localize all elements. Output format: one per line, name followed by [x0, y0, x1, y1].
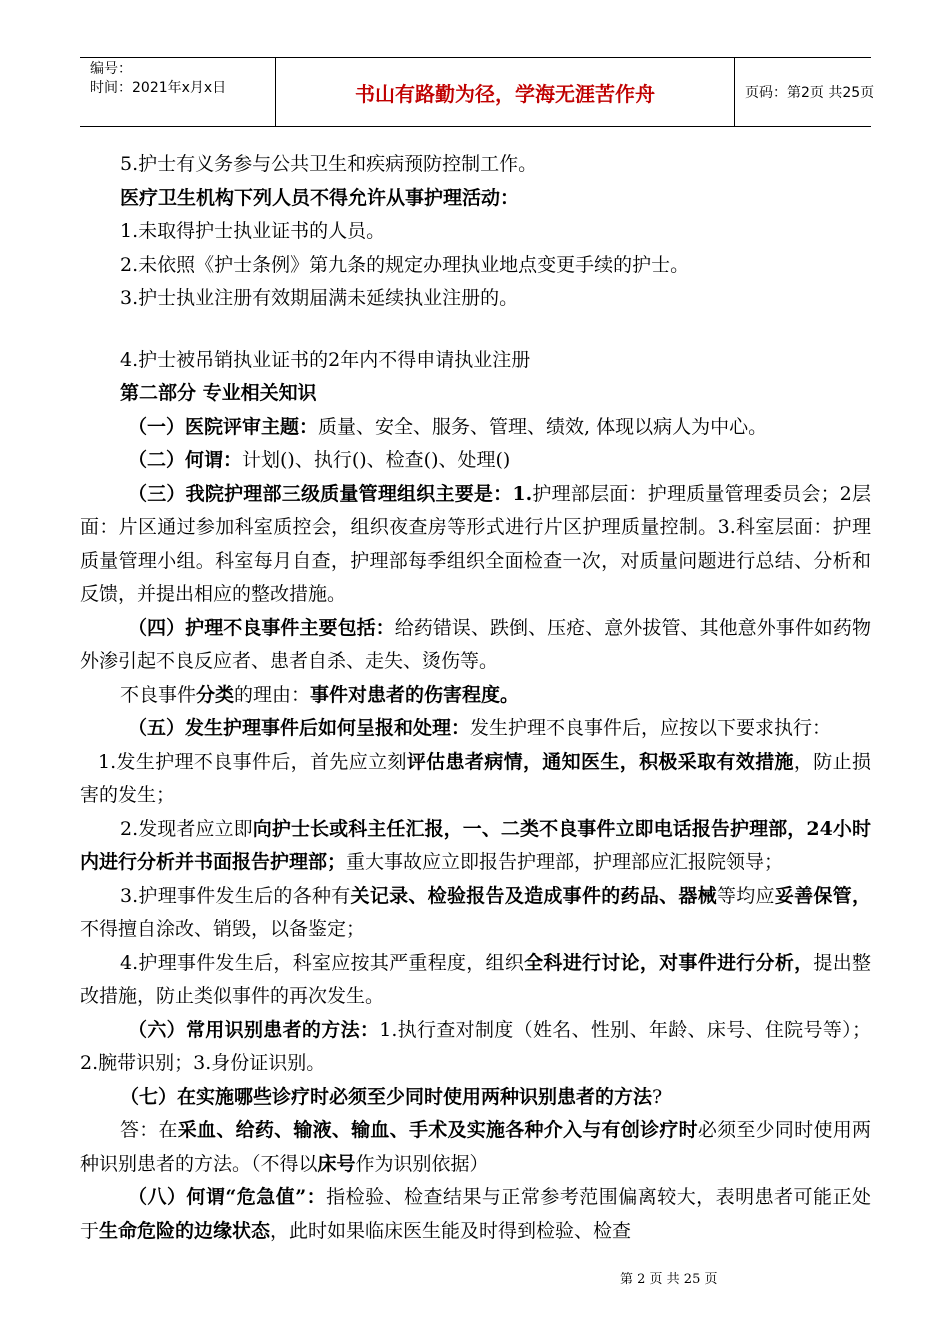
paragraph: [80, 1014, 871, 1081]
text-run: 关记录、检验报告及造成事件的药品、器械: [350, 884, 717, 907]
text-run: 4.护理事件发生后，科室应按其严重程度，组织: [120, 951, 525, 974]
paragraph: [80, 411, 871, 445]
text-run: 作为识别依据）: [355, 1152, 489, 1175]
header-page-info: 页码：第2页 共25页: [745, 85, 875, 101]
text-run: 必须至少同时使用两种识别患者的方法。（不得以: [80, 1119, 871, 1175]
section-text: 给药错误、跌倒、压疮、意外拔管、其他意外事件如药物外渗引起不良反应者、患者自杀、走失、烫伤等。: [80, 616, 871, 672]
text-run: 重大事故应立即报告护理部，护理部应汇报院领导；: [346, 851, 784, 873]
document-body: [80, 148, 871, 1248]
date-label: 时间：2021年x月x日: [90, 80, 227, 96]
header-meta: [80, 58, 275, 126]
text-run: 指检验、检查结果与正常参考范围偏离较大，表明患者可能正处于: [80, 1186, 871, 1242]
text-run: 评估患者病情，通知医生，积极采取有效措施: [406, 750, 794, 773]
list-item: [80, 813, 871, 880]
text-run: 答：在: [120, 1119, 178, 1141]
text-run: 向护士长或科主任汇报，一、二类不良事件立即电话报告护理部，24小时内进行分析并书面报告护理部；: [80, 817, 871, 873]
section-title: （七）在实施哪些诊疗时必须至少同时使用两种识别患者的方法: [120, 1085, 653, 1108]
paragraph: [80, 1181, 871, 1248]
section-title: （四）护理不良事件主要包括：: [128, 616, 395, 639]
section-text: 计划()、执行()、检查()、处理(): [242, 449, 511, 471]
text-run: 的理由：: [234, 683, 311, 706]
list-item: 4.护士被吊销执业证书的2年内不得申请执业注册: [120, 348, 531, 371]
list-item: [80, 947, 871, 1014]
section-text: 1.执行查对制度（姓名、性别、年龄、床号、住院号等）； 2.腕带识别；3.身份证识别。: [80, 1018, 871, 1074]
page-footer: 第 2 页 共 25 页: [620, 1272, 718, 1287]
section-number: 1.: [512, 482, 533, 505]
text-run: 床号: [317, 1152, 356, 1175]
text-run: ，防止损害的发生；: [80, 750, 871, 806]
list-item: [80, 880, 871, 947]
text-run: 采血、给药、输液、输血、手术及实施各种介入与有创诊疗时: [177, 1119, 698, 1141]
list-item: 3.护士执业注册有效期届满未延续执业注册的。: [120, 287, 519, 309]
paragraph: [80, 478, 871, 612]
paragraph: [80, 1081, 871, 1115]
blank-gap: [80, 316, 871, 344]
paragraph: 5.护士有义务参与公共卫生和疾病预防控制工作。: [120, 153, 538, 175]
text-run: 2.发现者应立即: [120, 817, 253, 840]
list-item: 1.未取得护士执业证书的人员。: [120, 220, 386, 242]
section-text: 发生护理不良事件后，应按以下要求执行：: [470, 717, 832, 739]
text-run: 1.发生护理不良事件后，首先应立刻: [98, 750, 407, 773]
text-run: 3.护理事件发生后的各种有: [120, 884, 351, 907]
paragraph: [80, 612, 871, 679]
paragraph: [80, 444, 871, 478]
list-item: 2.未依照《护士条例》第九条的规定办理执业地点变更手续的护士。: [120, 253, 690, 276]
text-run: 生命危险的边缘状态: [99, 1219, 271, 1242]
text-run: ?: [652, 1085, 663, 1108]
section-title: （八）何谓“危急值”：: [128, 1186, 327, 1208]
paragraph: [80, 679, 871, 713]
section-text: 质量、安全、服务、管理、绩效, 体现以病人为中心。: [318, 415, 768, 438]
text-run: 事件对患者的伤害程度。: [310, 683, 520, 706]
section-text: 护理部层面：护理质量管理委员会；2层面：片区通过参加科室质控会，组织夜查房等形式进行片区护理质量控制。3.科室层面：护理质量管理小组。科室每月自查，护理部每季组织全面检查一次，对质量问题进行总结、分析和反馈，并提出相应的整改措施。: [80, 482, 871, 605]
section-title: （二）何谓：: [128, 449, 243, 471]
page-header: [80, 57, 875, 127]
list-item: [80, 746, 871, 813]
section-title: （五）发生护理事件后如何呈报和处理：: [128, 717, 471, 739]
text-run: 全科进行讨论，对事件进行分析，: [524, 951, 814, 974]
section-title: （一）医院评审主题：: [128, 415, 319, 438]
paragraph: [80, 712, 871, 746]
text-run: 提出整改措施，防止类似事件的再次发生。: [80, 951, 871, 1007]
section-title: （三）我院护理部三级质量管理组织主要是：: [128, 482, 513, 505]
paragraph: [80, 1114, 871, 1181]
text-run: 不得擅自涂改、销毁，以备鉴定；: [80, 918, 366, 940]
text-run: 不良事件: [120, 683, 197, 706]
text-run: 分类: [196, 683, 235, 706]
header-motto: 书山有路勤为径，学海无涯苦作舟: [275, 58, 735, 126]
section-title: （六）常用识别患者的方法：: [128, 1018, 380, 1041]
serial-number-label: 编号：: [90, 61, 132, 77]
text-run: ，此时如果临床医生能及时得到检验、检查: [270, 1219, 632, 1242]
text-run: 妥善保管，: [774, 884, 871, 907]
text-run: 等均应: [716, 884, 775, 907]
section-heading: 医疗卫生机构下列人员不得允许从事护理活动：: [120, 186, 520, 209]
part-heading: 第二部分 专业相关知识: [120, 382, 317, 404]
